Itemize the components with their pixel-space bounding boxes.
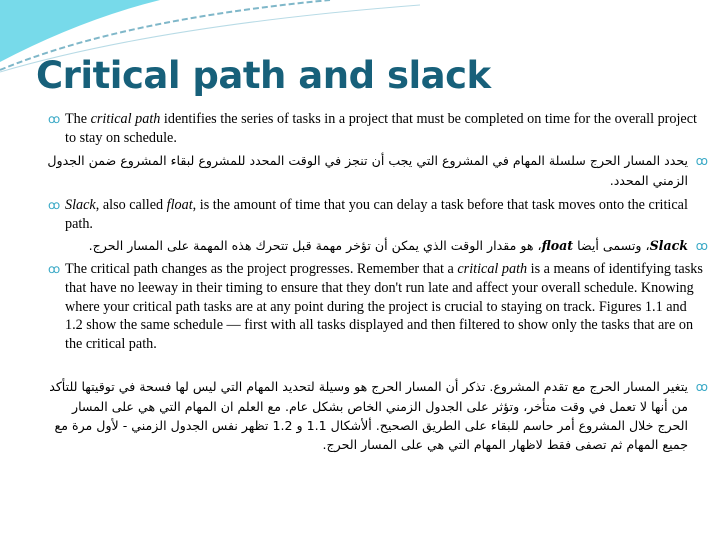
paragraph-critical-path-en bbox=[48, 110, 705, 148]
text: يحدد المسار الحرج سلسلة المهام في المشروع التي يجب أن تنجز في الوقت المحدد للمشروع لبقاء المشروع ضمن الجدول الزمني المحدد. bbox=[47, 153, 688, 188]
text: يتغير المسار الحرج مع تقدم المشروع. تذكر أن المسار الحرج هو وسيلة لتحديد المهام التي ليس لها فسحة في توقيتها للتأكد من أنها لا تعمل في وقت متأخر، وتؤثر على الجدول الزمني الخاص بشكل عام. مع العلم ان المهام التي هي على المسار الحرج خلال المشروع أمر حاسم للبقاء على الطريق الصحيح. ألأشكال 1.1 و 1.2 تظهر نفس الجدول الزمني - لأول مرة مع جميع المهام ثم تصفى فقط لاظهار المهام التي هي على المسار الحرج. bbox=[49, 379, 688, 452]
curl-bullet-icon: ꝏ bbox=[48, 262, 61, 276]
curl-bullet-icon: ꝏ bbox=[695, 154, 708, 168]
curl-bullet-icon: ꝏ bbox=[48, 112, 61, 126]
text: identifies the series of tasks in a project that must be completed on time for the overall project to stay on schedule. bbox=[65, 111, 697, 146]
text: The bbox=[65, 111, 91, 127]
curl-bullet-icon: ꝏ bbox=[48, 198, 61, 212]
paragraph-changes-en bbox=[48, 260, 705, 354]
text: is a means of identifying tasks that have no leeway in their timing to ensure that they don't run late and affect your overall schedule. Knowing where your critical path tasks are at any point during the project is crucial to staying on track. Figures 1.1 and 1.2 show the same schedule — first with all tasks displayed and then filtered to show only the tasks that are on the critical path. bbox=[65, 261, 703, 353]
text: The critical path changes as the project progresses. Remember that a bbox=[65, 261, 458, 277]
text: , also called bbox=[95, 197, 167, 213]
term-critical-path: critical path bbox=[457, 261, 528, 277]
term-float: float bbox=[166, 197, 193, 213]
slide-title: Critical path and slack bbox=[36, 54, 491, 97]
text: , is the amount of time that you can delay a task before that task moves onto the critical path. bbox=[65, 197, 688, 232]
text: ، هو مقدار الوقت الذي يمكن أن تؤخر مهمة قبل تتحرك هذه المهمة على المسار الحرج. bbox=[88, 238, 542, 253]
curl-bullet-icon: ꝏ bbox=[695, 239, 708, 253]
paragraph-critical-path-ar bbox=[38, 151, 708, 190]
term-slack: Slack bbox=[649, 238, 688, 253]
paragraph-slack-ar bbox=[38, 236, 708, 256]
paragraph-slack-en bbox=[48, 196, 705, 234]
term-float: float bbox=[541, 238, 574, 253]
paragraph-changes-ar bbox=[38, 377, 708, 454]
curl-bullet-icon: ꝏ bbox=[695, 380, 708, 394]
term-critical-path: critical path bbox=[90, 111, 161, 127]
text: ، وتسمى أيضا bbox=[573, 238, 650, 253]
term-slack: Slack bbox=[65, 197, 96, 213]
